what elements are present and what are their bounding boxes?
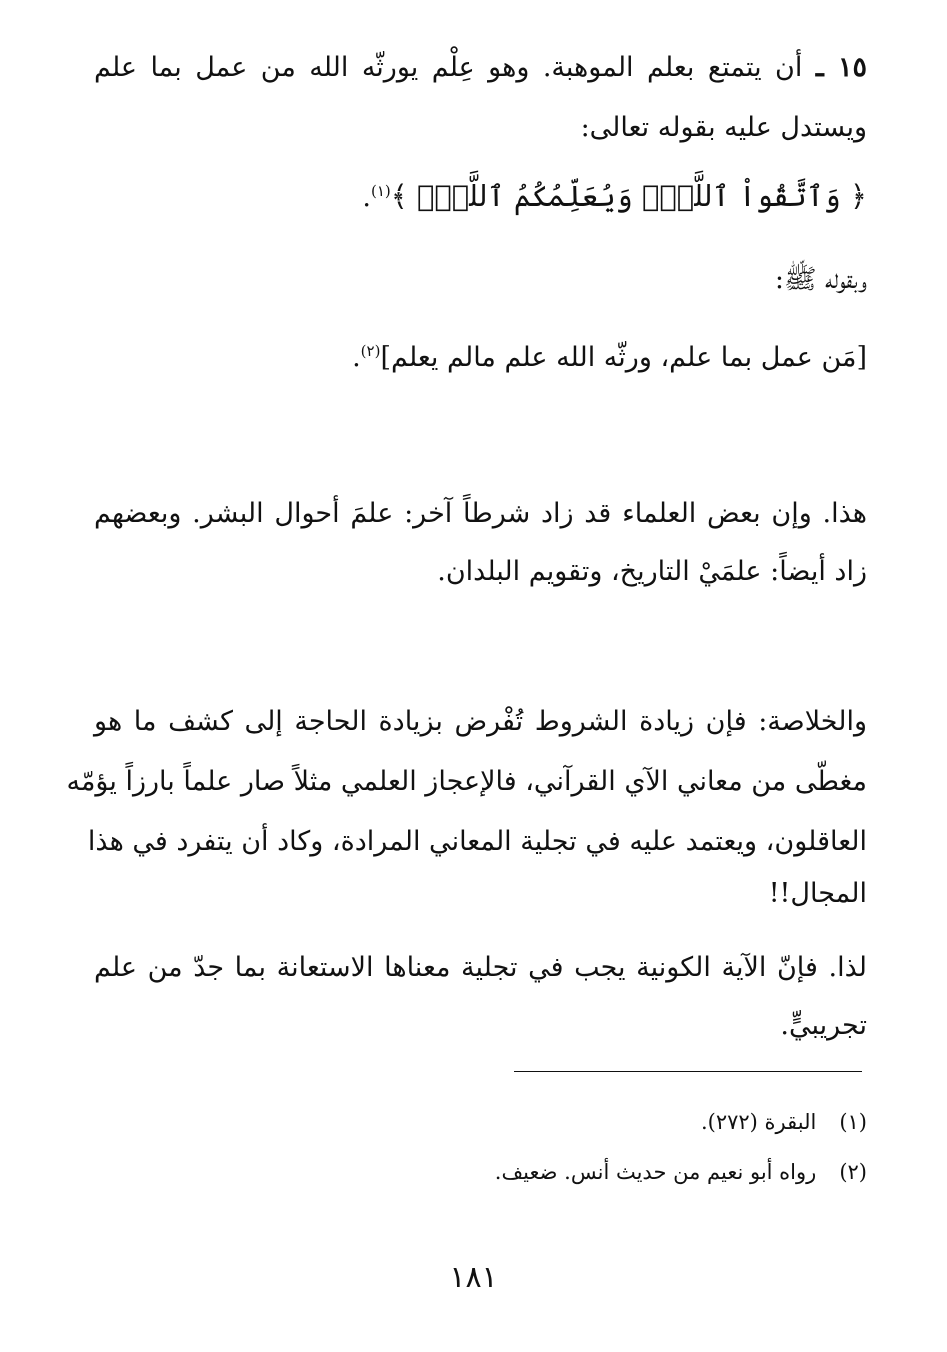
para-summary-line1: والخلاصة: فإن زيادة الشروط تُفْرض بزيادة الحاجة إلى كشف ما هو — [94, 706, 867, 737]
para-summary-line4: المجال!! — [768, 878, 867, 909]
para-therefore-line2: تجريبيٍّ. — [780, 1010, 867, 1041]
verse-end: . — [362, 182, 371, 213]
quran-verse — [94, 176, 867, 218]
para-extra-line1: هذا. وإن بعض العلماء قد زاد شرطاً آخر: علمَ أحوال البشر. وبعضهم — [94, 498, 867, 529]
footnote-divider — [514, 1071, 862, 1072]
footnote-number: (٢) — [839, 1160, 867, 1184]
para-therefore-line1: لذا. فإنّ الآية الكونية يجب في تجلية معناها الاستعانة بما جدّ من علم — [94, 952, 867, 983]
footnote-text: رواه أبو نعيم من حديث أنس. ضعيف. — [494, 1160, 817, 1184]
hadith-quote — [94, 338, 867, 378]
para-summary-line2: مغطّى من معاني الآي القرآني، فالإعجاز العلمي مثلاً صار علماً بارزاً يؤمّه — [66, 766, 867, 797]
page-number: ١٨١ — [449, 1260, 498, 1295]
para-summary-line3: العاقلون، ويعتمد عليه في تجلية المعاني المرادة، وكاد أن يتفرد في هذا — [87, 826, 867, 857]
verse-text: ﴿ وَٱتَّقُواْ ٱللَّهَۖ وَيُعَلِّمُكُمُ ٱللَّهُۗ ﴾ — [390, 179, 867, 213]
point15-line2: ويستدل عليه بقوله تعالى: — [580, 112, 867, 143]
footnote-2 — [94, 1156, 867, 1188]
hadith-text: [مَن عمل بما علم، ورثّه الله علم مالم يعلم] — [380, 342, 867, 373]
para-extra-line2: زاد أيضاً: علمَيْ التاريخ، وتقويم البلدان. — [437, 556, 867, 587]
footnote-1 — [94, 1106, 867, 1138]
hadith-intro: وبقوله ﷺ: — [774, 264, 867, 295]
footnote-ref-2: (٢) — [360, 342, 381, 360]
footnote-text: البقرة (٢٧٢). — [700, 1110, 817, 1134]
point15-line1 — [94, 48, 867, 88]
point-number: ١٥ ـ — [815, 52, 867, 83]
hadith-end: . — [352, 342, 361, 373]
footnote-ref-1: (١) — [370, 182, 391, 200]
point15-text: أن يتمتع بعلم الموهبة. وهو عِلْم يورثّه الله من عمل بما علم — [94, 52, 803, 83]
footnote-number: (١) — [839, 1110, 867, 1134]
